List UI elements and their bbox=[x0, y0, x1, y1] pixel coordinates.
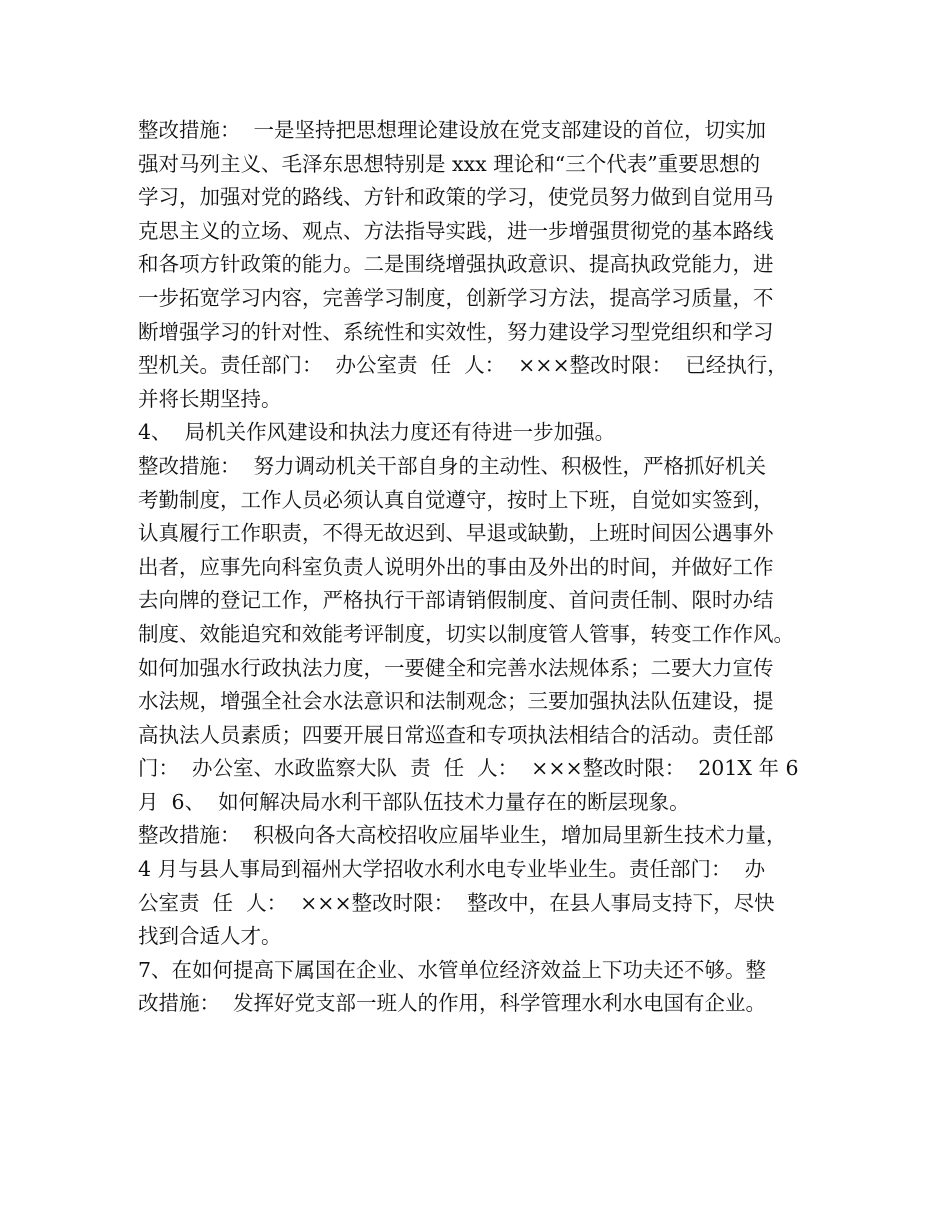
text-line: 强对马列主义、毛泽东思想特别是 xxx 理论和“三个代表”重要思想的 bbox=[138, 151, 761, 176]
text-line: 克思主义的立场、观点、方法指导实践，进一步增强贯彻党的基本路线 bbox=[138, 218, 774, 243]
text-line: 学习，加强对党的路线、方针和政策的学习，使党员努力做到自觉用马 bbox=[138, 185, 774, 210]
text-line: 高执法人员素质；四要开展日常巡查和专项执法相结合的活动。责任部 bbox=[138, 722, 774, 747]
text-line: 出者，应事先向科室负责人说明外出的事由及外出的时间，并做好工作 bbox=[138, 554, 774, 579]
text-line: 考勤制度，工作人员必须认真自觉遵守，按时上下班，自觉如实签到， bbox=[138, 487, 774, 512]
text-line: 和各项方针政策的能力。二是围绕增强执政意识、提高执政党能力，进 bbox=[138, 252, 774, 277]
document-body bbox=[138, 114, 838, 1021]
text-line: 水法规，增强全社会水法意识和法制观念；三要加强执法队伍建设，提 bbox=[138, 689, 774, 714]
text-line: 并将长期坚持。 bbox=[138, 386, 282, 411]
text-line: 整改措施： 努力调动机关干部自身的主动性、积极性，严格抓好机关 bbox=[138, 453, 767, 478]
text-line: 如何加强水行政执法力度，一要健全和完善水法规体系；二要大力宣传 bbox=[138, 655, 774, 680]
text-line: 型机关。责任部门： 办公室责 任 人： ×××整改时限： 已经执行， bbox=[138, 353, 788, 378]
text-line: 一步拓宽学习内容，完善学习制度，创新学习方法，提高学习质量，不 bbox=[138, 285, 774, 310]
text-line: 整改措施： 一是坚持把思想理论建设放在党支部建设的首位，切实加 bbox=[138, 118, 767, 142]
text-line: 门： 办公室、水政监察大队 责 任 人： ×××整改时限： 201X 年 6 bbox=[138, 756, 799, 781]
text-line: 改措施： 发挥好党支部一班人的作用，科学管理水利水电国有企业。 bbox=[138, 991, 767, 1016]
section-heading-4: 4、 局机关作风建设和执法力度还有待进一步加强。 bbox=[138, 420, 616, 445]
text-line: 制度、效能追究和效能考评制度，切实以制度管人管事，转变工作作风。 bbox=[138, 621, 794, 646]
text-line: 去向牌的登记工作，严格执行干部请销假制度、首问责任制、限时办结 bbox=[138, 588, 774, 613]
text-line: 断增强学习的针对性、系统性和实效性，努力建设学习型党组织和学习 bbox=[138, 319, 774, 344]
text-line: 月 6、 如何解决局水利干部队伍技术力量存在的断层现象。 bbox=[138, 789, 690, 814]
text-line: 找到合适人才。 bbox=[138, 924, 282, 949]
text-line: 整改措施： 积极向各大高校招收应届毕业生，增加局里新生技术力量， bbox=[138, 823, 787, 848]
text-line: 公室责 任 人： ×××整改时限： 整改中，在县人事局支持下，尽快 bbox=[138, 890, 775, 915]
text-line: 4 月与县人事局到福州大学招收水利水电专业毕业生。责任部门： 办 bbox=[138, 857, 766, 882]
section-heading-7: 7、在如何提高下属国在企业、水管单位经济效益上下功夫还不够。整 bbox=[138, 957, 767, 982]
text-line: 认真履行工作职责，不得无故迟到、早退或缺勤，上班时间因公遇事外 bbox=[138, 521, 774, 546]
